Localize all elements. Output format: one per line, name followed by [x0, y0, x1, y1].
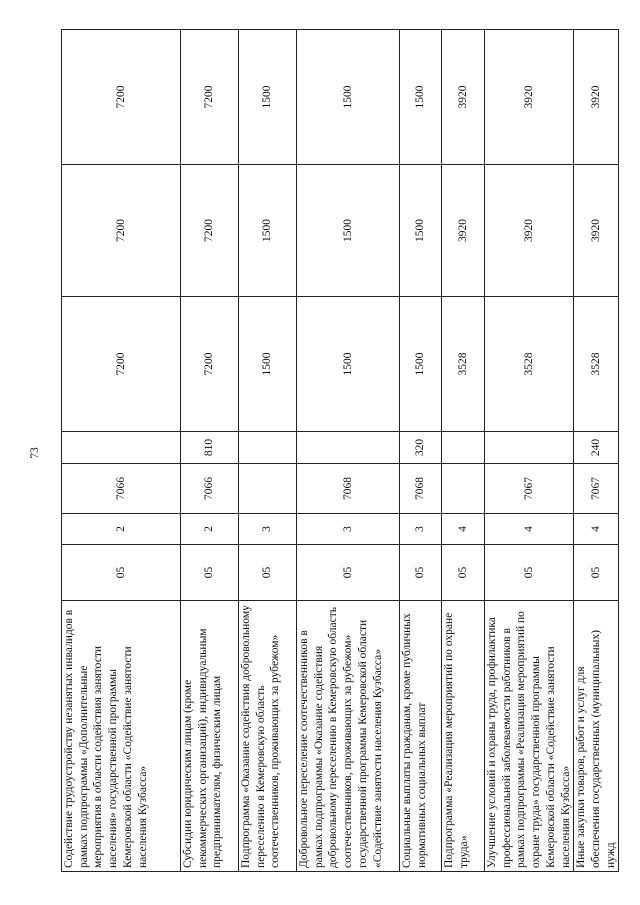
table-row — [574, 30, 619, 872]
row-description: Иные закупки товаров, работ и услуг для обеспечения государственных (муниципальных) нужд — [574, 601, 619, 872]
section-code: 05 — [181, 545, 239, 601]
section-code: 05 — [62, 545, 181, 601]
table-row — [239, 30, 297, 872]
value-cell: 7200 — [181, 30, 239, 165]
value-cell: 3528 — [442, 297, 485, 432]
row-description: Улучшение условий и охраны труда, профилактика профессиональной заболеваемости работников в рамках подпрограммы «Реализация мероприятий по охране труда» государственной программы Кемеровской области «Содействие занятости населения Кузбасса» — [485, 601, 574, 872]
expense-type-code — [442, 432, 485, 464]
table-row — [442, 30, 485, 872]
value-cell: 3528 — [574, 297, 619, 432]
value-cell: 1500 — [297, 30, 400, 165]
subprogram-code: 4 — [442, 514, 485, 545]
value-cell: 7200 — [62, 165, 181, 297]
expense-type-code: 240 — [574, 432, 619, 464]
value-cell: 3920 — [442, 30, 485, 165]
value-cell: 3920 — [485, 30, 574, 165]
value-cell: 7200 — [62, 30, 181, 165]
target-code: 7068 — [400, 464, 442, 514]
expense-type-code — [297, 432, 400, 464]
value-cell: 1500 — [239, 165, 297, 297]
row-description: Подпрограмма «Оказание содействия добровольному переселению в Кемеровскую область соотечественников, проживающих за рубежом» — [239, 601, 297, 872]
row-description: Подпрограмма «Реализация мероприятий по охране труда» — [442, 601, 485, 872]
table-row — [485, 30, 574, 872]
section-code: 05 — [239, 545, 297, 601]
table-row — [297, 30, 400, 872]
value-cell: 3920 — [442, 165, 485, 297]
value-cell: 1500 — [400, 297, 442, 432]
target-code: 7066 — [181, 464, 239, 514]
expense-type-code — [485, 432, 574, 464]
value-cell: 1500 — [400, 30, 442, 165]
table-row — [181, 30, 239, 872]
target-code — [239, 464, 297, 514]
section-code: 05 — [400, 545, 442, 601]
subprogram-code: 4 — [485, 514, 574, 545]
expense-type-code: 320 — [400, 432, 442, 464]
row-description: Социальные выплаты гражданам, кроме публичных нормативных социальных выплат — [400, 601, 442, 872]
value-cell: 1500 — [239, 297, 297, 432]
row-description: Добровольное переселение соотечественников в рамках подпрограммы «Оказание содействия добровольному переселению в Кемеровскую область соотечественников, проживающих за рубежом» государственной программы Кемеровской области «Содействие занятости населения Кузбасса» — [297, 601, 400, 872]
target-code: 7067 — [574, 464, 619, 514]
subprogram-code: 3 — [239, 514, 297, 545]
table-row — [62, 30, 181, 872]
section-code: 05 — [442, 545, 485, 601]
budget-table-rotated — [61, 30, 617, 872]
value-cell: 3528 — [485, 297, 574, 432]
value-cell: 1500 — [400, 165, 442, 297]
target-code: 7068 — [297, 464, 400, 514]
value-cell: 1500 — [239, 30, 297, 165]
value-cell: 3920 — [574, 30, 619, 165]
subprogram-code: 2 — [62, 514, 181, 545]
expense-type-code: 810 — [181, 432, 239, 464]
value-cell: 3920 — [574, 165, 619, 297]
section-code: 05 — [485, 545, 574, 601]
section-code: 05 — [574, 545, 619, 601]
subprogram-code: 2 — [181, 514, 239, 545]
row-description: Субсидии юридическим лицам (кроме некоммерческих организаций), индивидуальным предпринимателям, физическим лицам — [181, 601, 239, 872]
page-number: 73 — [29, 447, 41, 459]
target-code — [442, 464, 485, 514]
value-cell: 7200 — [62, 297, 181, 432]
value-cell: 1500 — [297, 165, 400, 297]
value-cell: 7200 — [181, 297, 239, 432]
row-description: Содействие трудоустройству незанятых инвалидов в рамках подпрограммы «Дополнительные мероприятия в области содействия занятости населения» государственной программы Кемеровской области «Содействие занятости населения Кузбасса» — [62, 601, 181, 872]
value-cell: 1500 — [297, 297, 400, 432]
expense-type-code — [239, 432, 297, 464]
subprogram-code: 3 — [297, 514, 400, 545]
value-cell: 7200 — [181, 165, 239, 297]
target-code: 7066 — [62, 464, 181, 514]
section-code: 05 — [297, 545, 400, 601]
subprogram-code: 3 — [400, 514, 442, 545]
expense-type-code — [62, 432, 181, 464]
budget-table — [61, 29, 619, 872]
target-code: 7067 — [485, 464, 574, 514]
table-row — [400, 30, 442, 872]
value-cell: 3920 — [485, 165, 574, 297]
subprogram-code: 4 — [574, 514, 619, 545]
